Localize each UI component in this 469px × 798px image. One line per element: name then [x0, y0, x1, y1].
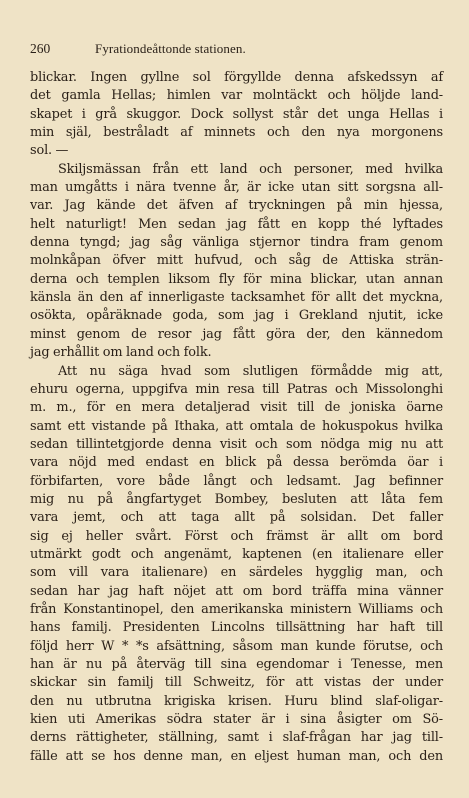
text-line: sig ej heller svårt. Först och främst är allt om bord: [30, 528, 443, 544]
page-number: 260: [30, 41, 51, 56]
text-line: samt ett vistande på Ithaka, att omtala de hokuspokus hvilka: [30, 418, 443, 434]
text-line: minst genom de resor jag fått göra der, den kännedom: [30, 326, 443, 342]
text-line: derns rättigheter, ställning, samt i slaf-frågan har jag till-: [30, 730, 443, 746]
text-line: mig nu på ångfartyget Bombey, besluten att låta fem: [30, 491, 443, 507]
text-line: m. m., för en mera detaljerad visit till de joniska öarne: [30, 400, 443, 416]
text-line: vara nöjd med endast en blick på dessa berömda öar i: [30, 455, 443, 471]
text-line: som vill vara italienare) en särdeles hygglig man, och: [30, 565, 443, 581]
text-line: Skiljsmässan från ett land och personer, med hvilka: [58, 161, 443, 177]
text-line: vara jemt, och att taga allt på solsidan. Det faller: [30, 510, 443, 526]
text-line: den nu utbrutna krigiska krisen. Huru blind slaf-oligar-: [30, 693, 443, 709]
text-line: utmärkt godt och angenämt, kaptenen (en italienare eller: [30, 546, 443, 562]
text-line: derna och templen liksom fly för mina blickar, utan annan: [30, 271, 443, 287]
text-line: blickar. Ingen gyllne sol förgyllde denna afskedssyn af: [30, 70, 443, 85]
text-line: kien uti Amerikas södra stater är i sina åsigter om Sö-: [30, 712, 443, 728]
text-line: sedan tillintetgjorde denna visit och som nödga mig nu att: [30, 436, 443, 452]
text-line: molnkåpan öfver mitt hufvud, och såg de Attiska strän-: [30, 253, 443, 269]
text-line: skickar sin familj till Schweitz, för att vistas der under: [30, 675, 443, 691]
text-line: helt naturligt! Men sedan jag fått en kopp thé lyftades: [30, 216, 443, 232]
text-line: hans familj. Presidenten Lincolns tillsättning har haft till: [30, 620, 443, 636]
text-line: det gamla Hellas; himlen var molntäckt och höljde land-: [30, 88, 443, 104]
text-line: sol. —: [30, 143, 69, 159]
text-line: från Konstantinopel, den amerikanska ministern Williams och: [30, 601, 443, 617]
text-line: sedan har jag haft nöjet att om bord träffa mina vänner: [30, 583, 443, 599]
text-line: känsla än den af innerligaste tacksamhet för allt det myckna,: [30, 290, 443, 306]
text-line: man umgåtts i nära tvenne år, är icke utan sitt sorgsna all-: [30, 180, 443, 196]
text-line: Att nu säga hvad som slutligen förmådde mig att,: [58, 363, 443, 379]
page-header: [30, 41, 450, 59]
running-title: Fyrationdeåttonde stationen.: [95, 41, 246, 56]
text-line: skapet i grå skuggor. Dock sollyst står det unga Hellas i: [30, 106, 443, 122]
text-line: denna tyngd; jag såg vänliga stjernor tindra fram genom: [30, 235, 443, 251]
text-line: fälle att se hos denne man, en eljest human man, och den: [30, 748, 443, 764]
text-line: jag erhållit om land och folk.: [30, 345, 212, 361]
text-line: han är nu på återväg till sina egendomar i Tenesse, men: [30, 657, 443, 672]
body-text: [30, 69, 443, 766]
text-line: ehuru ogerna, uppgifva min resa till Patras och Missolonghi: [30, 381, 443, 397]
text-line: min själ, bestråladt af minnets och den nya morgonens: [30, 125, 443, 141]
text-line: osökta, opåräknade goda, som jag i Grekland njutit, icke: [30, 308, 443, 324]
text-line: förbifarten, vore både långt och ledsamt. Jag befinner: [30, 473, 443, 489]
text-line: följd herr W * *s afsättning, såsom man kunde förutse, och: [30, 638, 443, 654]
text-line: var. Jag kände det äfven af tryckningen på min hjessa,: [30, 198, 443, 214]
